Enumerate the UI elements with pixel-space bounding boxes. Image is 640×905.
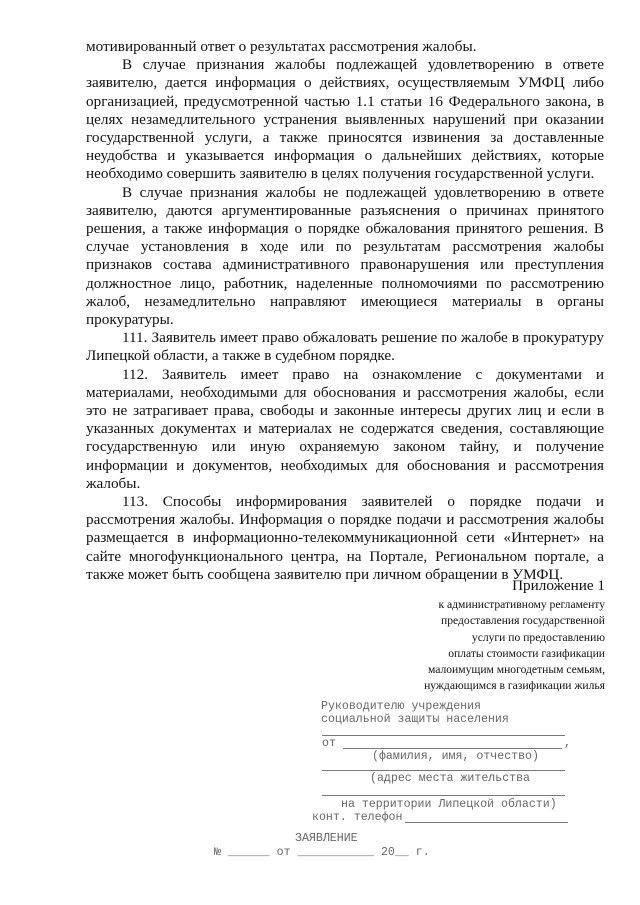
- form-fio-hint: (фамилия, имя, отчество): [372, 750, 539, 763]
- form-comma: ,: [564, 737, 571, 750]
- form-addressee-line-1: Руководителю учреждения: [321, 700, 482, 713]
- appendix-line: оплаты стоимости газификации: [448, 646, 605, 660]
- form-blank-line[interactable]: [322, 735, 565, 736]
- paragraph-112: 112. Заявитель имеет право на ознакомление с документами и материалами, необходимыми для обоснования и рассмотрения жалобы, если это не затрагивает права, свободы и законные интересы других лиц и если в указанных документах и материалах не содержатся сведения, составляющие государственную или иную охраняемую законом тайну, и получение информации и документов, необходимых для обоснования и рассмотрения жалобы.: [86, 365, 604, 492]
- appendix-line: предоставления государственной: [441, 614, 605, 628]
- form-number-date-line[interactable]: № ______ от ___________ 20__ г.: [214, 846, 430, 859]
- form-addressee-line-2: социальной защиты населения: [321, 713, 509, 726]
- form-phone-line[interactable]: [405, 822, 568, 823]
- paragraph-complaint-satisfied: В случае признания жалобы подлежащей удовлетворению в ответе заявителю, дается информация о действиях, осуществляемым УМФЦ либо организацией, предусмотренной частью 1.1 статьи 16 Федерального закона, в целях незамедлительного устранения выявленных нарушений при оказании государственной услуги, а также приносятся извинения за доставленные неудобства и указывается информация о дальнейших действиях, которые необходимо совершить заявителю в целях получения государственной услуги.: [86, 56, 604, 183]
- form-statement-title: ЗАЯВЛЕНИЕ: [295, 832, 358, 845]
- appendix-title: Приложение 1: [512, 577, 605, 594]
- appendix-line: малоимущим многодетным семьям,: [427, 663, 605, 677]
- paragraph-113: 113. Способы информирования заявителей о порядке подачи и рассмотрения жалобы. Информация о порядке подачи и рассмотрения жалобы размещается в информационно-телекоммуникационной сети «Интернет» на сайте многофункционального центра, на Портале, Региональном портале, а также может быть сообщена заявителю при личном обращении в УМФЦ.: [86, 493, 604, 583]
- appendix-line: к административному регламенту: [438, 598, 605, 611]
- appendix-line: нуждающимся в газификации жилья: [424, 679, 605, 693]
- form-address-line[interactable]: [322, 770, 565, 771]
- paragraph-111: 111. Заявитель имеет право обжаловать решение по жалобе в прокуратуру Липецкой области, а также в судебном порядке.: [86, 329, 604, 365]
- form-from-label: от: [322, 737, 336, 750]
- form-phone-label: конт. телефон: [312, 811, 403, 824]
- form-address-hint: (адрес места жительства: [370, 772, 531, 785]
- form-applicant-name-line[interactable]: [343, 748, 562, 749]
- appendix-line: услуги по предоставлению: [471, 630, 605, 644]
- form-address-line-2[interactable]: [322, 795, 565, 796]
- paragraph-continuation: мотивированный ответ о результатах рассмотрения жалобы.: [86, 38, 477, 55]
- paragraph-complaint-rejected: В случае признания жалобы не подлежащей удовлетворению в ответе заявителю, даются аргументированные разъяснения о причинах принятого решения, а также информация о порядке обжалования принятого решения. В случае установления в ходе или по результатам рассмотрения жалобы признаков состава административного правонарушения или преступления должностное лицо, работник, наделенные полномочиями по рассмотрению жалоб, незамедлительно направляют имеющиеся материалы в органы прокуратуры.: [86, 183, 604, 329]
- form-region-hint: на территории Липецкой области): [341, 798, 557, 811]
